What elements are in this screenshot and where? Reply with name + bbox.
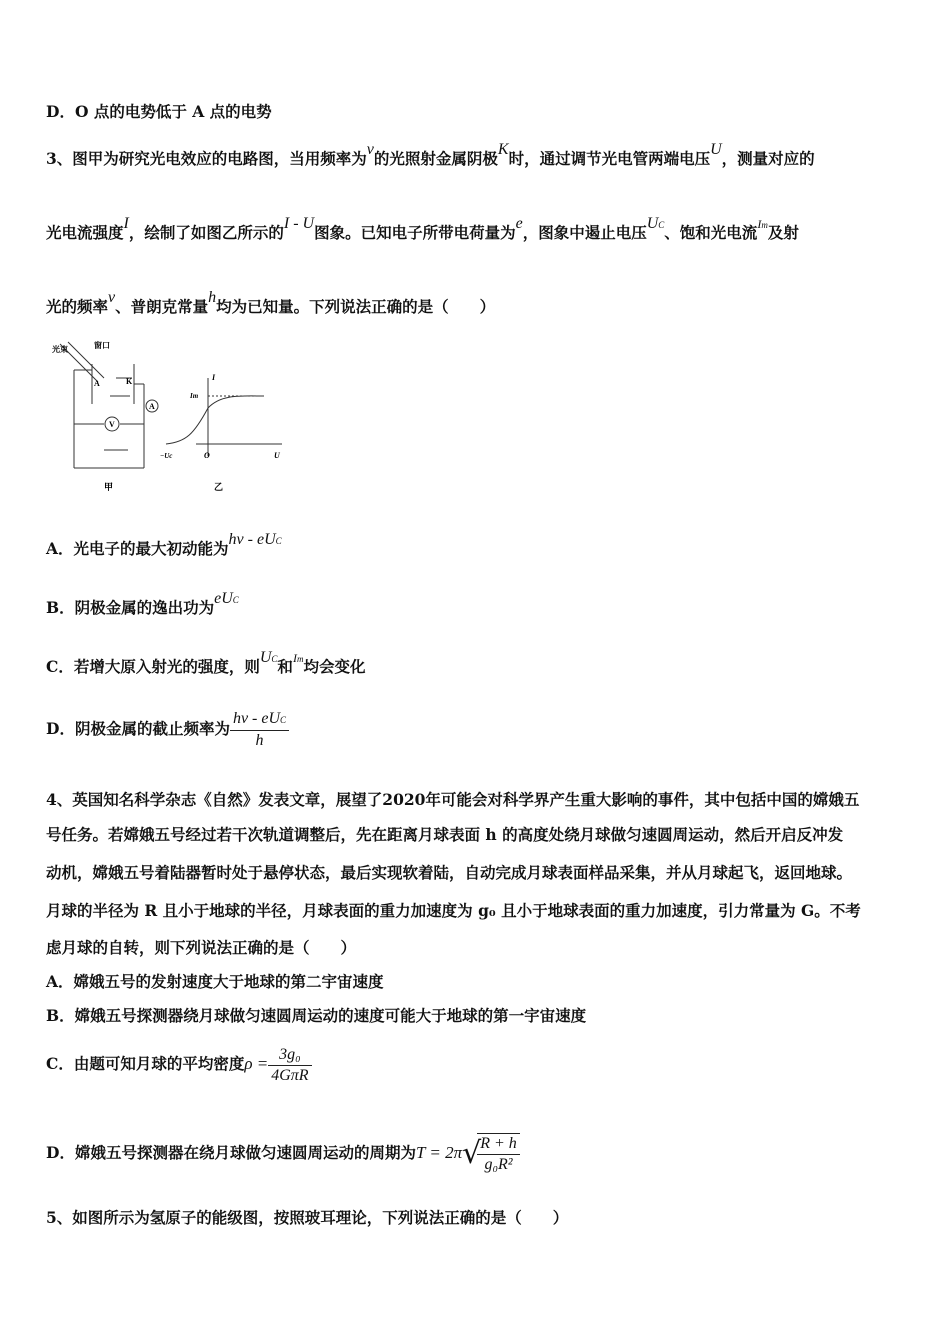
fig-ammeter-label: A bbox=[149, 402, 155, 411]
q3-figure bbox=[46, 338, 296, 502]
q3-option-a: A．光电子的最大初动能为hv - eUC bbox=[46, 531, 282, 558]
q3-stem-line2: 光电流强度I，绘制了如图乙所示的I - U图象。已知电子所带电荷量为e，图象中遏止电压UC、饱和光电流$^{Im}$及射 bbox=[46, 215, 799, 242]
q2-option-d: D．O 点的电势低于 A 点的电势 bbox=[46, 102, 272, 121]
fig-window-label: 窗口 bbox=[94, 341, 110, 350]
fig-light-label: 光束 bbox=[52, 345, 68, 354]
q3-stem-line3: 光的频率v、普朗克常量h均为已知量。下列说法正确的是（ ） bbox=[46, 289, 496, 316]
q3-option-c: C．若增大原入射光的强度，则UC和$^{Im}$均会变化 bbox=[46, 649, 366, 676]
q4-option-d: D．嫦娥五号探测器在绕月球做匀速圆周运动的周期为T = 2π√ $\frac{R + h}{\text{g₀R²}}$ bbox=[46, 1128, 910, 1179]
q5-stem: 5、如图所示为氢原子的能级图，按照玻耳理论，下列说法正确的是（ ） bbox=[46, 1208, 569, 1227]
q4-stem-line3: 动机，嫦娥五号着陆器暂时处于悬停状态，最后实现软着陆，自动完成月球表面样品采集，并从月球起飞，返回地球。 bbox=[46, 863, 853, 882]
fig-yi-label: 乙 bbox=[214, 483, 224, 493]
fig-i-axis-label: I bbox=[212, 373, 216, 382]
fig-cathode-label: K bbox=[126, 377, 133, 386]
fig-uc-label: −Uc bbox=[160, 452, 173, 460]
q4-stem-line5: 虑月球的自转，则下列说法正确的是（ ） bbox=[46, 938, 357, 957]
fig-origin-label: O bbox=[204, 451, 210, 460]
q4-stem-line1: 4、英国知名科学杂志《自然》发表文章，展望了2020年可能会对科学界产生重大影响的事件，其中包括中国的嫦娥五 bbox=[46, 790, 860, 809]
fig-u-axis-label: U bbox=[274, 451, 280, 460]
q3-option-d: D．阴极金属的截止频率为 $\frac{\text{hv - eUC}}{h}$ bbox=[46, 708, 910, 751]
q4-option-b: B．嫦娥五号探测器绕月球做匀速圆周运动的速度可能大于地球的第一宇宙速度 bbox=[46, 1006, 587, 1025]
q3-stem-line1: 3、图甲为研究光电效应的电路图，当用频率为v的光照射金属阴极K时，通过调节光电管两端电压U，测量对应的 bbox=[46, 141, 815, 168]
q4-stem-line4: 月球的半径为 R 且小于地球的半径，月球表面的重力加速度为 g₀ 且小于地球表面的重力加速度，引力常量为 G。不考 bbox=[46, 901, 861, 920]
q4-option-a: A．嫦娥五号的发射速度大于地球的第二宇宙速度 bbox=[46, 972, 384, 991]
q4-option-c: C．由题可知月球的平均密度ρ = $\frac{\text{3g₀}}{\text{4GπR}}$ bbox=[46, 1043, 910, 1086]
fig-anode-label: A bbox=[94, 379, 100, 388]
q3-option-b: B．阴极金属的逸出功为eUC bbox=[46, 590, 239, 617]
circuit-and-iu-graph bbox=[46, 338, 296, 498]
fig-voltmeter-label: V bbox=[109, 420, 115, 429]
fig-im-label: Im bbox=[190, 392, 199, 400]
fig-jia-label: 甲 bbox=[104, 483, 114, 493]
q4-stem-line2: 号任务。若嫦娥五号经过若干次轨道调整后，先在距离月球表面 h 的高度处绕月球做匀速圆周运动，然后开启反冲发 bbox=[46, 825, 844, 844]
